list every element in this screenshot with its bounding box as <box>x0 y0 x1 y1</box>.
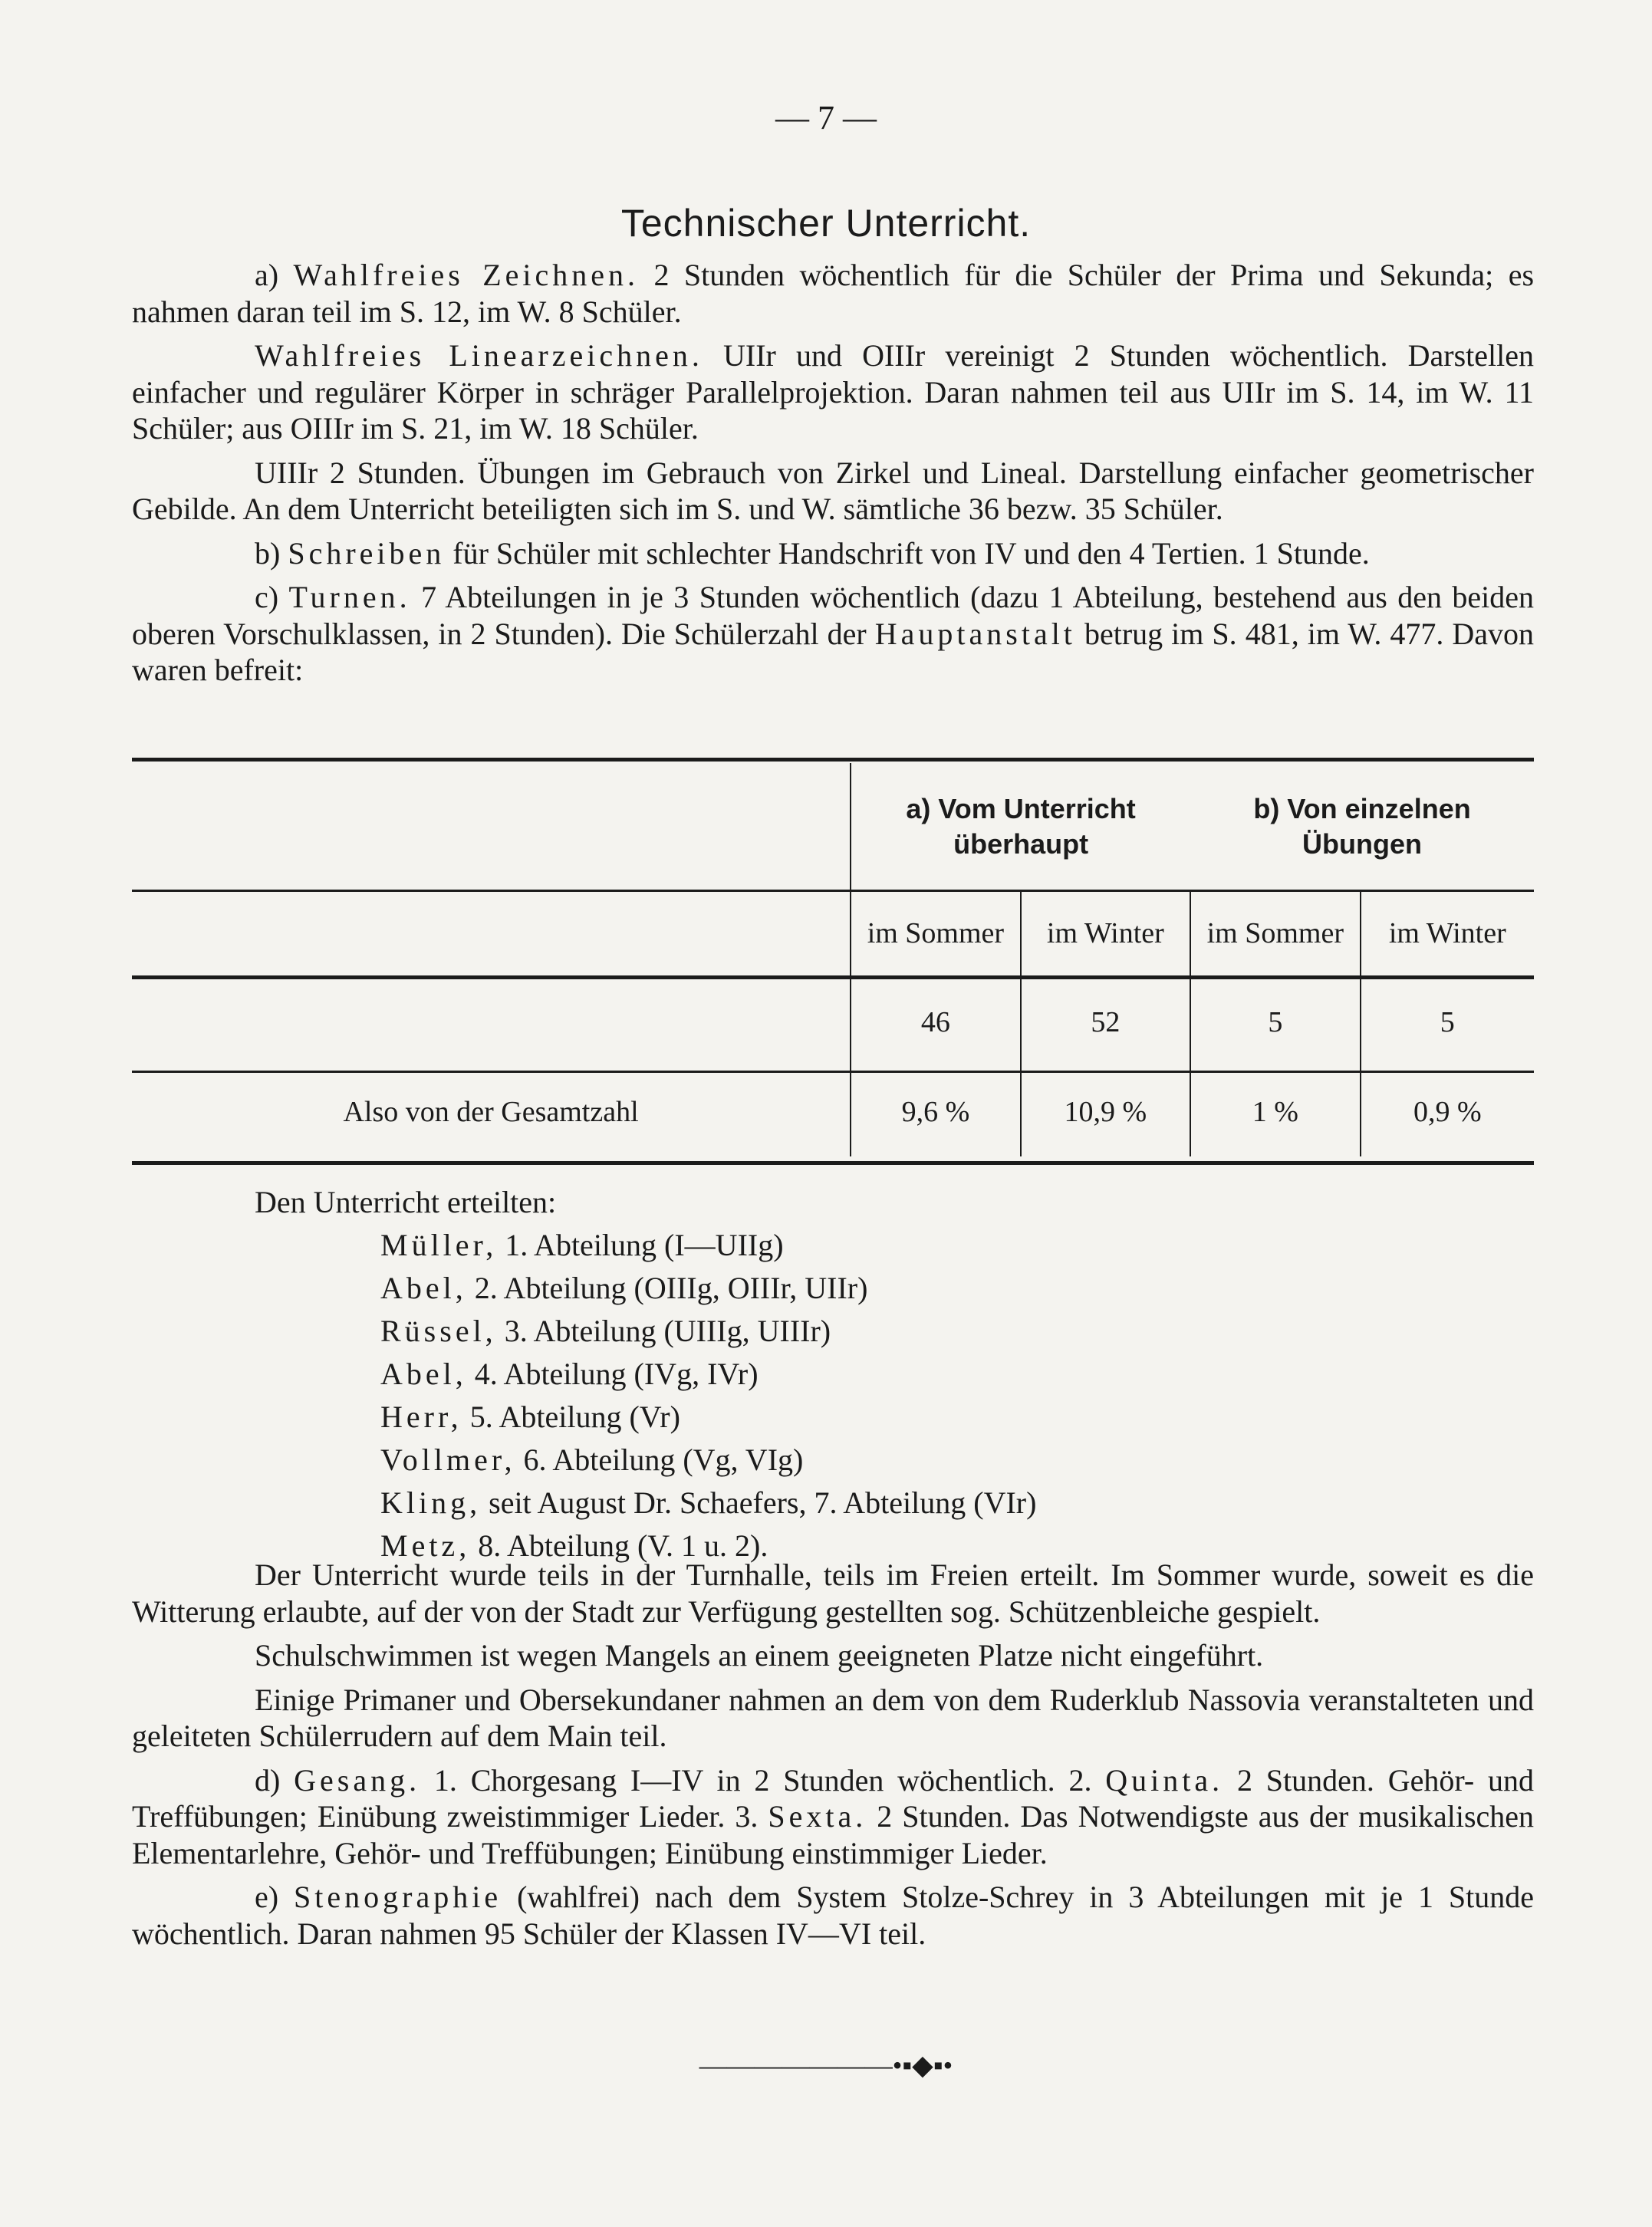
para-section-c: c) Turnen. 7 Abteilungen in je 3 Stunden wöchentlich (dazu 1 Abteilung, bestehend aus den beiden oberen Vorschulklassen, in 2 Stunden). Die Schülerzahl der Hauptanstalt betrug im S. 481, im W. 477. Davon waren befreit: <box>132 580 1535 687</box>
para-schwimmen: Schulschwimmen ist wegen Mangels an einem geeigneten Platze nicht eingeführt. <box>255 1638 1264 1673</box>
count-cell: 5 <box>1190 977 1361 1067</box>
table-header-row <box>132 763 1534 890</box>
para-rudern: Einige Primaner und Obersekundaner nahmen an dem von dem Ruderklub Nassovia veranstalteten und geleiteten Schülerrudern auf dem Main teil. <box>132 1682 1534 1753</box>
section-title: Technischer Unterricht. <box>620 202 1032 245</box>
teacher-row: Abel, 2. Abteilung (OIIIg, OIIIr, UIIr) <box>380 1271 868 1305</box>
count-cell: 46 <box>851 977 1021 1067</box>
subject-hauptanstalt: Hauptanstalt <box>874 616 1076 651</box>
table-percent-row <box>132 1067 1534 1156</box>
teacher-row: Vollmer, 6. Abteilung (Vg, VIg) <box>380 1442 804 1477</box>
table-top-rule <box>132 758 1534 762</box>
subject-turnen: Turnen. <box>288 580 411 614</box>
teacher-row: Müller, 1. Abteilung (I—UIIg) <box>380 1228 784 1262</box>
subheader-cell: im Winter <box>1021 890 1190 977</box>
page-number: — 7 — <box>775 99 877 137</box>
col-header-a: a) Vom Unterricht überhaupt <box>851 763 1190 890</box>
percent-cell: 1 % <box>1190 1067 1361 1156</box>
para-section-b: b) Schreiben für Schüler mit schlechter Handschrift von IV und den 4 Tertien. 1 Stunde. <box>255 535 1370 571</box>
teacher-row: Rüssel, 3. Abteilung (UIIIg, UIIIr) <box>380 1314 831 1348</box>
subject-schreiben: Schreiben <box>288 535 446 571</box>
end-ornament: ———————•▪◆▪• <box>699 2050 953 2081</box>
teachers-list <box>132 1181 1534 1567</box>
count-cell: 52 <box>1021 977 1190 1067</box>
subject-stenographie: Stenographie <box>294 1880 502 1914</box>
subject-uiiir: UIIIr <box>255 455 318 490</box>
teacher-row: Kling, seit August Dr. Schaefers, 7. Abteilung (VIr) <box>380 1485 1037 1520</box>
subject-quinta: Quinta. <box>1105 1762 1224 1798</box>
subheader-cell: im Sommer <box>851 890 1021 977</box>
subject-linear: Wahlfreies Linearzeichnen. <box>255 338 703 373</box>
percent-cell: 0,9 % <box>1361 1067 1534 1156</box>
para-section-e: e) Stenographie (wahlfrei) nach dem System Stolze-Schrey in 3 Abteilungen mit je 1 Stunde wöchentlich. Daran nahmen 95 Schüler der Klassen IV—VI teil. <box>132 1880 1535 1951</box>
para-section-a: a) Wahlfreies Zeichnen. 2 Stunden wöchentlich für die Schüler der Prima und Sekunda; es nahmen daran teil im S. 12, im W. 8 Schüler. <box>132 258 1535 329</box>
subheader-cell: im Winter <box>1361 890 1534 977</box>
para-section-d: d) Gesang. 1. Chorgesang I—IV in 2 Stunden wöchentlich. 2. Quinta. 2 Stunden. Gehör- und Treffübungen; Einübung zweistimmiger Lieder. 3. Sexta. 2 Stunden. Das Notwendigste aus der musikalischen Elementarlehre, Gehör- und Treffübungen; Einübung einstimmiger Lieder. <box>132 1762 1535 1870</box>
subject-sexta: Sexta. <box>768 1799 867 1834</box>
subject-zeichnen: Wahlfreies Zeichnen. <box>293 258 640 292</box>
count-cell: 5 <box>1361 977 1534 1067</box>
closing-text-block <box>132 1557 1534 1952</box>
para-linearzeichnen: Wahlfreies Linearzeichnen. UIIr und OIIIr vereinigt 2 Stunden wöchentlich. Darstellen einfacher und regulärer Körper in schräger Parallelprojektion. Daran nahmen teil aus UIIr im S. 14, im W. 11 Schüler; aus OIIIr im S. 21, im W. 18 Schüler. <box>132 338 1534 446</box>
subheader-cell: im Sommer <box>1190 890 1361 977</box>
subject-gesang: Gesang. <box>294 1762 421 1798</box>
para-uiiir: UIIIr 2 Stunden. Übungen im Gebrauch von Zirkel und Lineal. Darstellung einfacher geometrischer Gebilde. An dem Unterricht beteiligten sich im S. und W. sämtliche 36 bezw. 35 Schüler. <box>132 455 1535 526</box>
percent-row-label: Also von der Gesamtzahl <box>343 1096 639 1128</box>
teacher-row: Abel, 4. Abteilung (IVg, IVr) <box>380 1357 759 1391</box>
percent-cell: 10,9 % <box>1021 1067 1190 1156</box>
para-turnhalle: Der Unterricht wurde teils in der Turnhalle, teils im Freien erteilt. Im Sommer wurde, soweit es die Witterung erlaubte, auf der von der Stadt zur Verfügung gestellten sog. Schützenbleiche gespielt. <box>132 1558 1534 1629</box>
table-subheader-row <box>132 890 1534 977</box>
intro-text-block <box>132 257 1534 689</box>
table-counts-row <box>132 977 1534 1067</box>
table-bottom-rule <box>132 1161 1534 1165</box>
teacher-row: Herr, 5. Abteilung (Vr) <box>380 1400 680 1434</box>
teachers-intro: Den Unterricht erteilten: <box>255 1185 557 1219</box>
teacher-row: Metz, 8. Abteilung (V. 1 u. 2). <box>380 1528 768 1563</box>
col-header-b: b) Von einzelnen Übungen <box>1253 792 1471 860</box>
exemption-table <box>132 763 1534 1156</box>
percent-cell: 9,6 % <box>851 1067 1021 1156</box>
